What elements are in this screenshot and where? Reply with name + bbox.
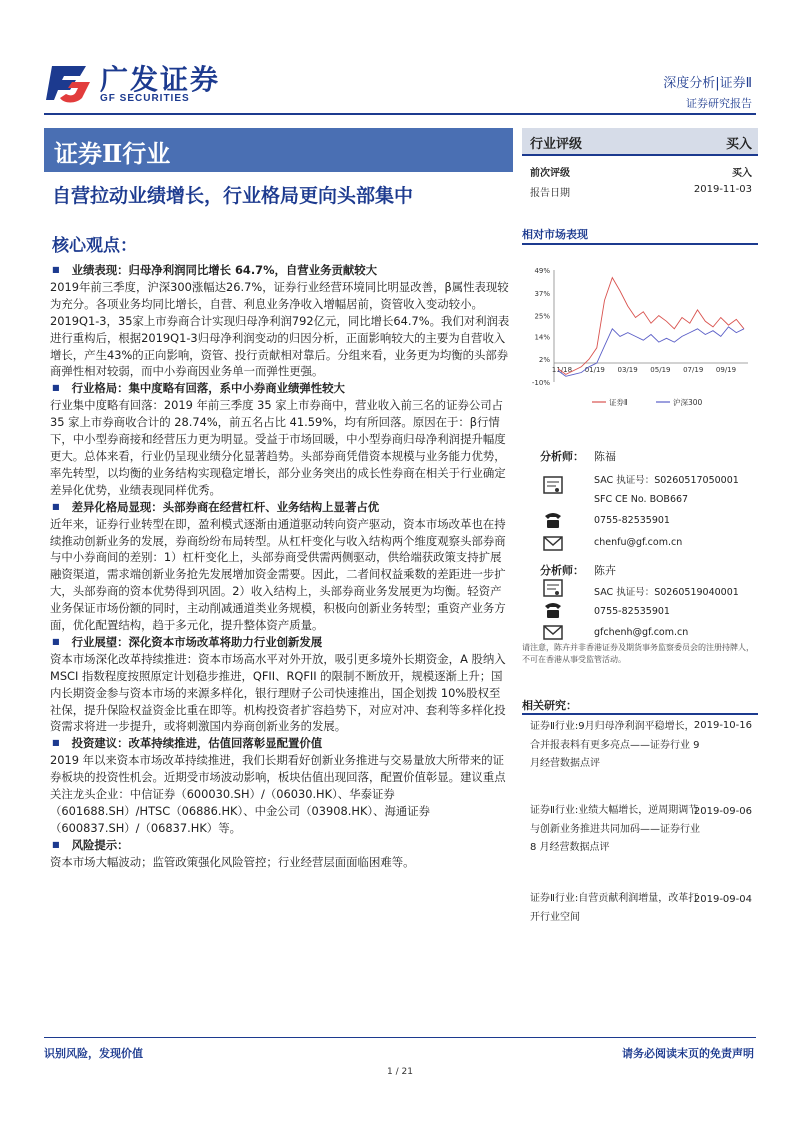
x-tick-label: 07/19 [683,366,704,375]
legend-label: 沪深300 [673,398,703,407]
report-date-value: 2019-11-03 [693,184,752,195]
analyst-1-sfc: SFC CE No. BOB667 [594,494,689,505]
analyst-2-name: 陈卉 [594,564,616,577]
related-research-divider [522,713,758,715]
chart-section-title: 相对市场表现 [522,228,588,241]
x-tick-label: 05/19 [650,366,671,375]
prev-rating-label: 前次评级 [530,168,570,179]
report-headline: 自营拉动业绩增长，行业格局更向头部集中 [52,185,414,207]
core-views-body [50,262,510,871]
related-research-title: 相关研究： [522,699,577,712]
analyst-disclaimer-note: 请注意，陈卉并非香港证券及期货事务监察委员会的注册持牌人，不可在香港从事受监管活动。 [522,643,754,664]
phone-icon [542,600,564,620]
x-tick-label: 09/19 [715,366,737,375]
footer-slogan: 识别风险，发现价值 [44,1047,143,1060]
x-tick-label: 11/18 [551,366,573,375]
bullet-body: 2019 年以来资本市场改革持续推进，我们长期看好创新业务推进与交易量放大所带来的证券板块的投资性机会。近期受市场波动影响，板块估值出现回落，配置价值彰显。建议重点关注龙头企业：中信证券（600030.SH）/（06030.HK）、华泰证券（601688.SH）/HTSC（06886.HK）、中金公司（03908.HK）、海通证券（600837.SH）/（06837.HK）等。 [50,753,506,835]
email-icon [542,533,564,553]
analyst-2-phone: 0755-82535901 [594,606,670,617]
bullet-body: 近年来，证券行业转型在即，盈利模式逐渐由通道驱动转向资产驱动，资本市场改革也在持续推动创新业务的发展，券商纷纷布局转型。从杠杆变化与收入结构两个维度观察头部券商与中小券商间的差别：1）杠杆变化上，头部券商受供需两侧驱动，供给端获政策支持扩展融资渠道，需求端创新业务抢先发展增加资金需要。因此，二者间权益乘数的差距进一步扩大，头部券商的资本优势得到巩固。2）收入结构上，头部券商业务发展更为均衡。轻资产业务保证市场份额的同时，主动削减通道类业务规模，积极向创新业务转型；重资产业务方面，优化配置结构，趋于多元化，提升整体资产质量。 [50,516,506,633]
bullet-body: 资本市场深化改革持续推进：资本市场高水平对外开放，吸引更多境外长期资金，A 股纳入 MSCI 指数程度按照原定计划稳步推进，QFII、RQFII 的限制不断放开，规模逐渐上升；国内长期资金参与资本市场的来源多样化，银行理财子公司快速推出，国企划拨 10%股权至社保，提升保险权益资金比重在即等。机构投资者扩容趋势下，对应对冲、套利等多样化投资需求将进一步提升，或将刺激国内券商创新业务的发展。 [50,651,506,734]
analyst-1-phone: 0755-82535901 [594,515,670,526]
analyst-1-label: 分析师： [540,450,584,463]
analyst-1-sac: SAC 执证号：S0260517050001 [594,475,739,486]
y-tick-label: 2% [538,356,550,365]
series-line-0 [558,278,744,375]
gf-logo-icon [46,62,92,104]
bullet-heading: ■ 业绩表现：归母净利润同比增长 64.7%，自营业务贡献较大 [50,262,510,279]
related-item-text[interactable]: 证券Ⅱ行业:9月归母净利润平稳增长，合并报表料有更多亮点——证券行业 9 月经营数据点评 [530,721,700,770]
x-tick-label: 01/19 [584,366,605,375]
core-views-title: 核心观点： [52,236,137,256]
email-icon [542,622,564,642]
y-tick-label: -10% [531,379,550,387]
prev-rating-value: 买入 [732,168,752,179]
bullet-heading: ■ 差异化格局显现：头部券商在经营杠杆、业务结构上显著占优 [50,499,510,516]
analyst-2-label: 分析师： [540,564,584,577]
related-item-text[interactable]: 证券Ⅱ行业:业绩大幅增长，逆周期调节与创新业务推进共同加码——证券行业 8 月经营数据点评 [530,805,700,854]
bullet-heading: ■ 行业展望：深化资本市场改革将助力行业创新发展 [50,634,510,651]
brand-name-cn: 广发证券 [100,63,221,96]
report-kind: 深度分析|证券Ⅱ [663,76,752,91]
bullet-heading: ■ 投资建议：改革持续推进，估值回落彰显配置价值 [50,735,510,752]
analyst-2-email[interactable]: gfchenh@gf.com.cn [594,627,689,638]
rating-label: 行业评级 [530,137,583,152]
page-number: 1 / 21 [387,1067,413,1077]
header-divider [44,113,756,115]
x-tick-label: 03/19 [617,366,638,375]
analyst-2-sac: SAC 执证号：S0260519040001 [594,587,739,598]
certificate-icon [542,475,564,495]
certificate-icon [542,578,564,598]
footer-divider [44,1037,756,1038]
y-tick-label: 37% [534,289,550,298]
footer-disclaimer: 请务必阅读末页的免责声明 [622,1047,754,1060]
y-tick-label: 14% [534,333,550,342]
relative-performance-chart [522,250,758,410]
rating-value: 买入 [725,137,752,152]
related-item-text[interactable]: 证券Ⅱ行业:自营贡献利润增量，改革打开行业空间 [530,893,699,923]
chart-section-divider [522,243,758,245]
y-tick-label: 49% [534,267,550,275]
bullet-body: 2019年前三季度，沪深300涨幅达26.7%，证券行业经营环境同比明显改善，β属性表现较为充分。各项业务均同比增长，自营、利息业务净收入增幅居前，资管收入变动较小。2019Q1-3，35家上市券商合计实现归母净利润792亿元，同比增长64.7%。我们对利润表进行重构后，根据2019Q1-3归母净利润变动的归因分析，正面影响较大的主要为自营收入增长，产生43%的正向影响，资管、投行贡献相对靠后。分组来看，业务更为均衡的头部券商弹性相对较弱，而中小券商因业务单一而弹性更强。 [50,279,510,379]
bullet-heading: ■ 行业格局：集中度略有回落，系中小券商业绩弹性较大 [50,380,510,397]
y-tick-label: 25% [534,312,550,321]
sector-title: 证券Ⅱ行业 [54,139,171,168]
report-type: 证券研究报告 [686,97,752,110]
analyst-1-email[interactable]: chenfu@gf.com.cn [594,537,683,548]
related-item-date: 2019-09-06 [693,806,752,817]
legend-label: 证券Ⅱ [609,398,628,407]
analyst-1-name: 陈福 [594,450,616,463]
bullet-body: 行业集中度略有回落：2019 年前三季度 35 家上市券商中，营业收入前三名的证券公司占 35 家上市券商收合计的 28.74%，前五名占比 41.59%，均有所回落。原因在于：β行情下，中小型券商接和经营压力更为明显。受益于市场回暖，中小型券商归母净利润提升幅度更大。总体来看，行业仍呈现业绩分化显著趋势。头部券商凭借资本规模与业务能力优势，率先转型，以均衡的业务结构实现稳定增长，部分业务突出的成长性券商在相关于行业确定差异化优势，业绩表现同样优秀。 [50,398,506,497]
report-date-label: 报告日期 [530,188,570,199]
bullet-heading: ■ 风险提示： [50,837,510,854]
related-item-date: 2019-10-16 [693,720,752,731]
brand-name-en: GF SECURITIES [100,93,190,104]
related-item-date: 2019-09-04 [693,894,752,905]
bullet-body: 资本市场大幅波动；监管政策强化风险管控；行业经营层面面临困难等。 [50,854,415,869]
phone-icon [542,510,564,530]
